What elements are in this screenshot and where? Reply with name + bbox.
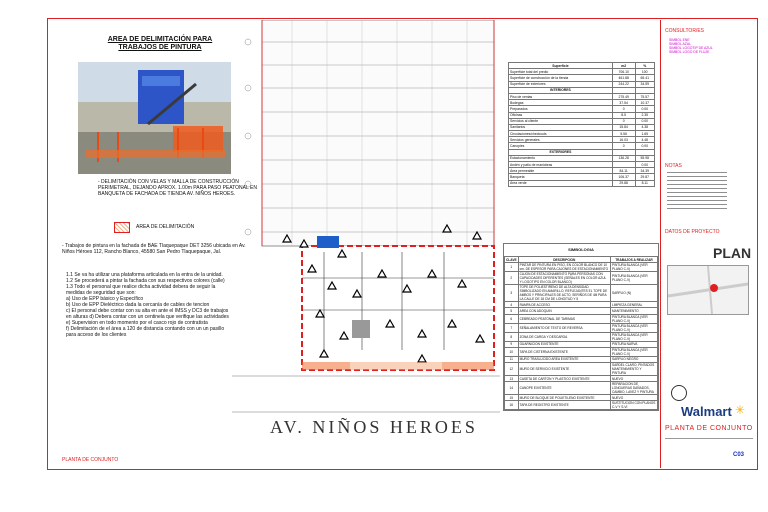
table-cell: PINTURA BLANCA (VER PLANO C-V) [610,323,657,332]
table-cell: 0.00 [635,106,655,112]
table-cell: Estacionamiento [509,155,613,161]
delimitation-legend-label: AREA DE DELIMITACIÓN [136,224,195,230]
table-cell: 75.57 [635,93,655,99]
site-photo [78,62,231,174]
table-cell: CASETA DE CARTON Y PLASTICO EXISTENTE [518,375,610,381]
legend-item: SIMBOL LOGO DE FLUJE [669,50,710,54]
safety-line: medidas de seguridad que son: [66,290,136,296]
table-cell: 8 [505,332,519,341]
table-cell: 65.41 [635,75,655,81]
table-cell: TOPE DE POLIESTIRENO DE ALTA DENSIDAD SIMBOLIZADO EN AMARILLO, REFLEJANTES EL TOPE DE AMBOS Y PRINCIPALES DE ACTO, SERIÑOS DE 4M PARA LA CALLE DE 18 CM DE LONGITUD Y 5 [518,285,610,302]
table-cell: 10.37 [635,100,655,106]
symbology-title: SIMBOLOGIA [568,247,594,252]
spark-icon: ✳ [735,403,746,417]
table-cell: REPARACION DE LONGUERAS DAÑADOS, CAMBIO, LAVEZ Y PINTURA [610,382,657,395]
table-cell: 12 [505,362,519,375]
symbology-row [505,362,658,375]
header-cell: DESCRIPCION [518,257,610,263]
safety-line: e) Supervision en todo momento por el casco rojo de contratista [66,320,208,326]
symbology-row [505,347,658,356]
table-cell: 10 [505,347,519,356]
header-cell: m2 [612,63,635,69]
table-cell: 84.11 [612,168,635,174]
table-cell: 5.56 [612,131,635,137]
delimitation-title: AREA DE DELIMITACIÓN PARA TRABAJOS DE PINTURA [107,36,213,51]
table-cell: Superficie de construcción de la tienda [509,75,613,81]
table-cell: 34.59 [635,81,655,87]
table-cell: PINTURA BLANCA (VER PLANO C-V) [610,272,657,285]
table-cell: MANTENIMIENTO [610,308,657,314]
table-cell: 8.11 [635,180,655,186]
table-cell: 4.48 [635,137,655,143]
table-cell: EXTERIORES [509,149,613,155]
symbology-row [505,314,658,323]
symbology-grid [504,256,658,410]
table-cell: PINTURA BLANCA (VER PLANO C-V) [610,263,657,272]
symbology-row [505,332,658,341]
safety-line: f) Delimitación de el área a 120 de distancia contando con un un pasillo [66,326,225,332]
safety-line: para acceso de los clientes [66,332,127,338]
table-cell: Sanitarios [509,124,613,130]
table-cell: 136.28 [612,155,635,161]
table-cell: 34.39 [635,168,655,174]
table-cell: 461.88 [612,75,635,81]
header-cell: CLAVE [506,257,517,262]
project-data-heading: DATOS DE PROYECTO [665,229,720,235]
sheet-info-grid [665,438,753,463]
table-cell: Superficie total del predio [509,69,613,75]
table-cell: Servicios generales [509,137,613,143]
table-cell: TAPA DE REGISTRO EXISTENTE [518,401,610,410]
table-cell: 29.87 [635,174,655,180]
symbology-row [505,285,658,302]
table-cell: 13 [505,375,519,381]
table-cell: ZONA DE CARGA Y DESCARGA [518,332,610,341]
table-cell: Piso de ventas [509,93,613,99]
table-cell: 16 [505,401,519,410]
table-cell: 2 [505,272,519,285]
table-cell: 0 [612,106,635,112]
table-cell: 29.88 [612,180,635,186]
table-cell: 55.98 [635,155,655,161]
work-location-note: - Trabajos de pintura en la fachada de BAE Tlaquepaque DET 3256 ubicada en Av. Niños Héroes 112, Rancho Blanco, 45580 San Pedro Tlaquepaque, Jal. [62,243,246,255]
table-cell: 15 [505,395,519,401]
legend-item: SIMBOL AZUL [669,42,692,46]
table-cell: PINTURA NARVA [610,341,657,347]
table-cell: MURO TRASLÚCIDO AREA EXISTENTE [518,356,610,362]
table-cell: Canopies [509,143,613,149]
project-notes-magenta [665,318,753,340]
table-cell: SARPLIO NEGRO [610,356,657,362]
table-cell: LIMPIEZA GENERAL [610,302,657,308]
table-cell: 11 [505,356,519,362]
title-block [660,20,757,468]
road-label: AV. NIÑOS HEROES [270,417,478,437]
table-cell: 14 [505,382,519,395]
table-cell: 8.5 [612,112,635,118]
table-cell: Oficinas [509,112,613,118]
table-cell: PINTAR DE PINTURA EN PISO, EN COLOR BLANCO DE 10 cm. DE ESPESOR PARA CAJONES DE ESTACIONAMIENTO [518,263,610,272]
notes-text [667,172,727,212]
sheet-title: PLANTA DE CONJUNTO [665,425,753,432]
table-cell: PINTURA BLANCA (VER PLANO C-V) [610,332,657,341]
site-plan-drawing [232,20,500,418]
table-cell: SARPLIO (N) [610,285,657,302]
safety-line: en alturas d) Debera contar con un centinela que verifique las actividades [66,314,229,320]
table-cell: NUEVO [610,395,657,401]
table-cell: PINTURA BLANCA (VER PLANO C-V) [610,347,657,356]
table-cell: 3 [505,285,519,302]
table-cell: 275.49 [612,93,635,99]
surface-table [508,62,655,187]
table-cell: 0 [612,118,635,124]
table-cell: TAPA DE CISTERNA EXISTENTE [518,347,610,356]
table-cell: PINTURA BLANCA (VER PLANO C-V) [610,314,657,323]
table-cell: NUEVO [610,375,657,381]
table-cell: CEBREADO PEATONAL DE TARIMAS [518,314,610,323]
symbology-row [505,401,658,410]
symbology-row [505,382,658,395]
table-cell: 1.65 [635,131,655,137]
sheet-code: C03 [733,452,745,458]
surface-table-grid [508,62,655,187]
table-cell: 37.54 [612,100,635,106]
table-cell: SEÑALAMIENTO DE TEXTO DE REVERSA [518,323,610,332]
symbology-row [505,263,658,272]
table-cell: 4 [505,302,519,308]
table-cell: 7 [505,323,519,332]
table-cell: Circulaciones/checkouts [509,131,613,137]
symbology-row [505,272,658,285]
table-cell: Banqueta [509,174,613,180]
header-cell: Superficie [509,63,613,69]
table-cell: Superficie de exteriores [509,81,613,87]
table-cell: 15.84 [612,124,635,130]
table-cell: RAMPA DE ACCESO [518,302,610,308]
plan-logo: PLAN [713,245,752,261]
consultants-heading: CONSULTOR/ES [665,28,704,34]
header-cell: % [635,63,655,69]
safety-line: a) Uso de EPP básico y Específico [66,296,144,302]
safety-line: b) Uso de EPP Dieléctrico dada la cercanía de cables de tencion [66,302,210,308]
bottom-label: PLANTA DE CONJUNTO [62,457,119,463]
table-cell: Bodegas [509,100,613,106]
table-cell: INTERIORES [509,87,613,93]
table-cell: 0.00 [635,118,655,124]
table-cell: 2.35 [635,112,655,118]
table-cell: Área verde [509,180,613,186]
table-cell: SARDEL CLARO, PINTADOS MANTENIMIENTO Y PINTURA [610,362,657,375]
table-cell: SUSTITUCION CON PLANOS C-V Y S-VI [610,401,657,410]
color-legend [669,38,713,54]
table-cell: Preparados [509,106,613,112]
header-cell: TRABAJOS A REALIZAR [610,257,657,263]
symbology-table [503,243,659,411]
table-cell: 6 [505,314,519,323]
legend-item: SIMBOL ENE [669,38,690,42]
table-cell: MURO DE SERVICIO EXISTENTE [518,362,610,375]
walmart-logo: Walmart [681,404,732,419]
safety-line: 1.3 Todo el personal que realice dicha actividad debera de seguir la [66,284,216,290]
table-cell: Área permeable [509,168,613,174]
north-arrow-icon [671,385,687,401]
surface-row [509,180,655,186]
table-cell: 106.37 [612,174,635,180]
table-cell: CAJON DE ESTACIONAMIENTO PARA PERSONAS CON CAPACIDADES DIFERENTES (SEÑALES EN COLOR AZUL Y LOGOTIPO EN COLOR BLANCO) [518,272,610,285]
table-cell: Servicios al cliente [509,118,613,124]
location-map [667,265,749,315]
table-cell: 0 [612,143,635,149]
table-cell: CANOPE EXISTENTE [518,382,610,395]
table-cell: 9 [505,341,519,347]
notes-heading: NOTAS [665,163,682,169]
table-cell: 5 [505,308,519,314]
table-cell: 16.03 [612,137,635,143]
table-cell: 244.22 [612,81,635,87]
delimitation-legend-swatch [114,222,130,233]
safety-line: 1.1 Se va ha utilizar una plataforma articulada en la entra de la unidad. [66,272,223,278]
table-cell: Andén y patio de maniobras [509,162,613,168]
table-cell: 706.10 [612,69,635,75]
table-cell: 0.00 [635,143,655,149]
symbology-row [505,323,658,332]
legend-item: SIMBOL LOGOTIP DE AZUL [669,46,713,50]
safety-line: 1.2 Se procederá a pintar la fachada con sus respectivos colores (calle) [66,278,225,284]
table-cell: AREA CON ADOQUIN [518,308,610,314]
table-cell: MURO DE BLOQUE DE POLIETILENO EXISTENTE [518,395,610,401]
table-cell: GUARNICION EXISTENTE [518,341,610,347]
table-cell: 100 [635,69,655,75]
table-cell: 1 [505,263,519,272]
safety-line: c) El personal debe contar con su alta en ante el IMSS y DC3 de trabajos [66,308,229,314]
table-cell: 4.38 [635,124,655,130]
table-cell: 0.00 [635,162,655,168]
delimitation-note: - DELIMITACIÓN CON VELAS Y MALLA DE CONSTRUCCIÓN PERIMETRAL, DEJANDO APROX. 1.00m PARA PASO PEATONAL EN BANQUETA DE FACHADA DE TIENDA AV. NIÑOS HEROES. [98,179,257,197]
